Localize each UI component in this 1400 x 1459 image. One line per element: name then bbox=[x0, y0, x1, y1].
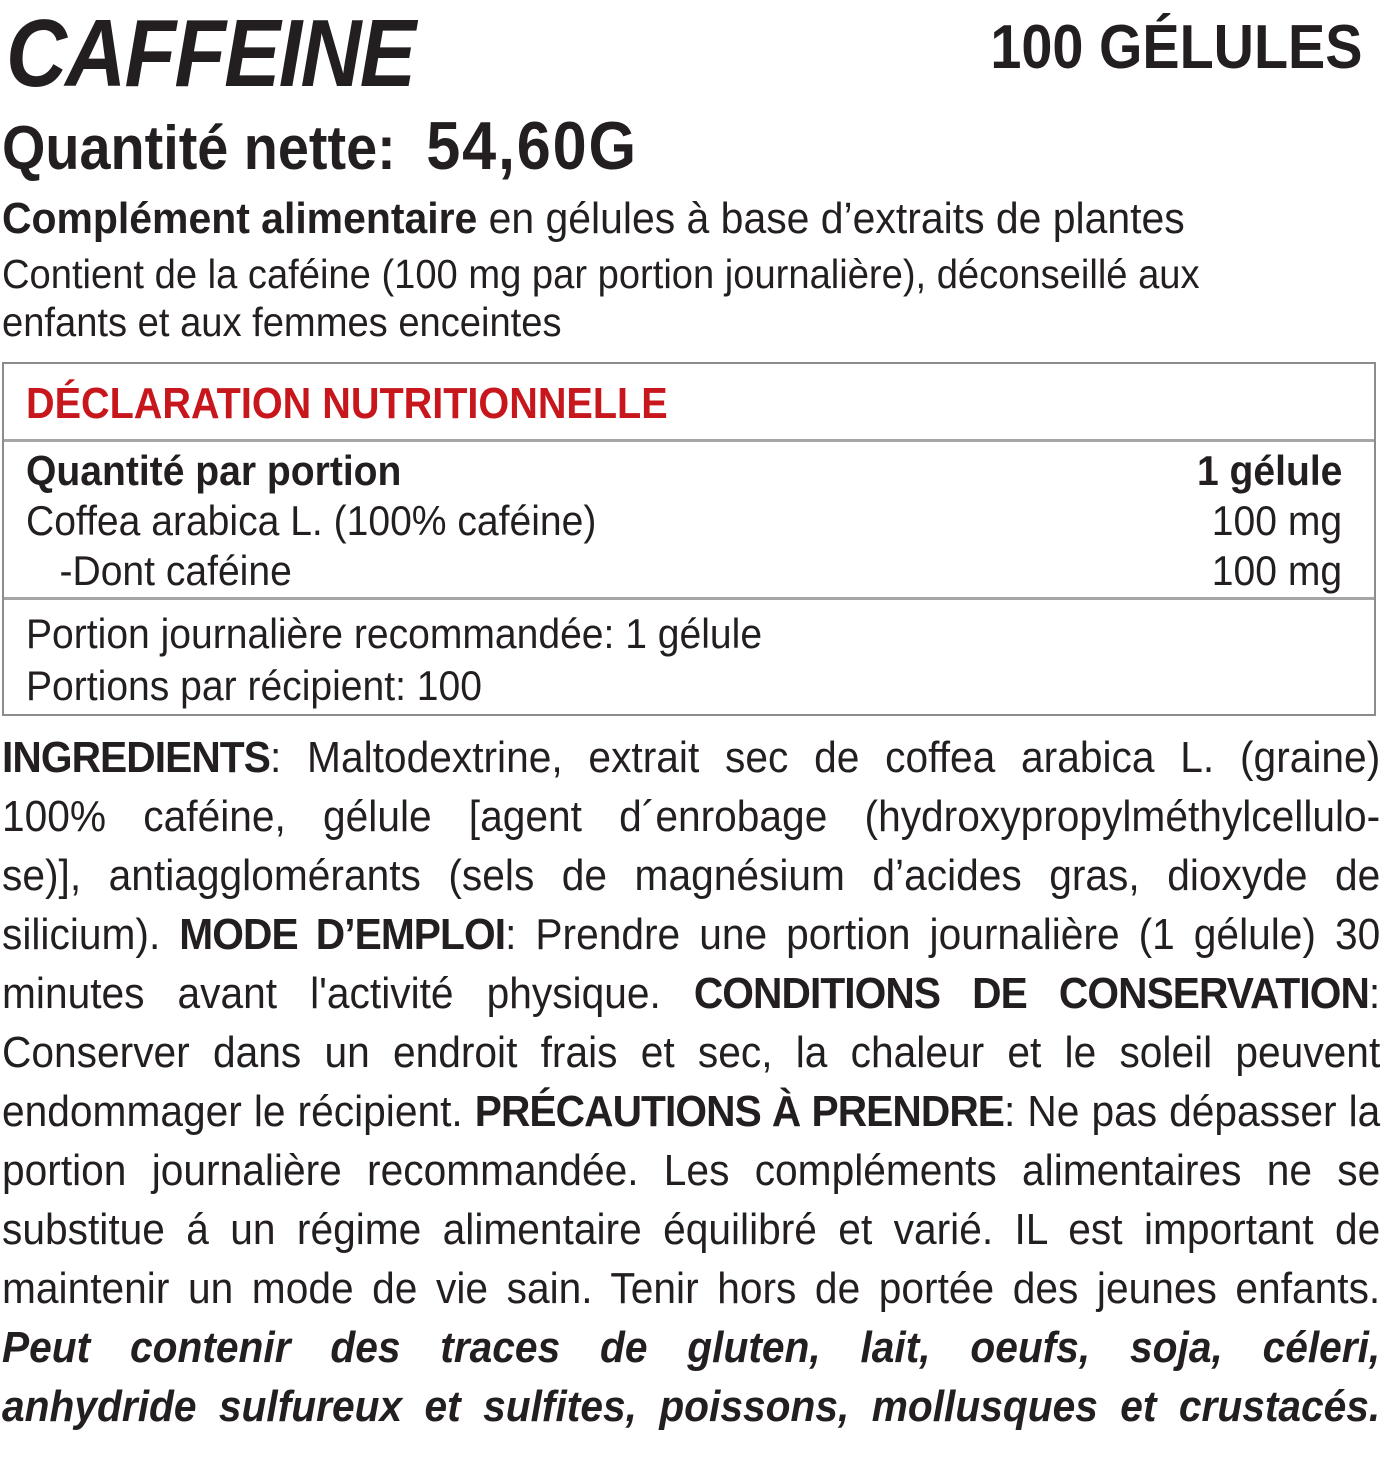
nutrient-row bbox=[26, 546, 1342, 596]
paragraph-line: Conserver dans un endroit frais et sec, la chaleur et le soleil peuvent bbox=[2, 1028, 1381, 1077]
product-description bbox=[2, 192, 1185, 246]
serving-row bbox=[26, 446, 1342, 496]
product-title: CAFFEINE bbox=[6, 0, 415, 107]
net-quantity-value: 54,60G bbox=[426, 108, 638, 184]
net-quantity bbox=[2, 108, 638, 187]
nutrition-heading: DÉCLARATION NUTRITIONNELLE bbox=[4, 364, 1374, 442]
paragraph-line: 100% caféine, gélule [agent d´enrobage (hydroxypropylméthylcellulo- bbox=[2, 792, 1381, 841]
nutrition-table bbox=[2, 362, 1376, 716]
paragraph-line: se)], antiagglomérants (sels de magnésium d’acides gras, dioxyde de bbox=[2, 851, 1381, 900]
paragraph-line: INGREDIENTS: Maltodextrine, extrait sec de coffea arabica L. (graine) bbox=[2, 733, 1381, 782]
daily-portion: Portion journalière recommandée: 1 gélule bbox=[26, 610, 763, 657]
nutrient-row bbox=[26, 496, 1342, 546]
paragraph-line: substitue á un régime alimentaire équilibré et varié. IL est important de bbox=[2, 1205, 1381, 1254]
net-quantity-label: Quantité nette: bbox=[2, 114, 396, 183]
paragraph-line: portion journalière recommandée. Les compléments alimentaires ne se bbox=[2, 1146, 1381, 1195]
paragraph-line: endommager le récipient. PRÉCAUTIONS À PRENDRE: Ne pas dépasser la bbox=[2, 1087, 1381, 1136]
nutrition-body bbox=[4, 442, 1374, 600]
serving-value: 1 gélule bbox=[1196, 447, 1342, 494]
paragraph-line: minutes avant l'activité physique. CONDITIONS DE CONSERVATION: bbox=[2, 969, 1381, 1018]
ingredients-paragraph bbox=[2, 728, 1380, 1436]
nutrition-footer bbox=[4, 600, 1374, 712]
description-rest: en gélules à base d’extraits de plantes bbox=[477, 194, 1185, 243]
nutrient-value: 100 mg bbox=[1211, 547, 1342, 594]
serving-label: Quantité par portion bbox=[26, 447, 402, 494]
description-bold: Complément alimentaire bbox=[2, 194, 478, 243]
allergen-line: Peut contenir des traces de gluten, lait, oeufs, soja, céleri, bbox=[2, 1323, 1381, 1372]
nutrient-value: 100 mg bbox=[1211, 497, 1342, 544]
allergen-line: anhydride sulfureux et sulfites, poissons, mollusques et crustacés. bbox=[2, 1382, 1381, 1431]
caffeine-warning: Contient de la caféine (100 mg par portion journalière), déconseillé aux enfants et aux femmes enceintes bbox=[2, 251, 1200, 345]
nutrient-label: -Dont caféine bbox=[59, 547, 292, 594]
capsule-count: 100 GÉLULES bbox=[989, 13, 1362, 82]
portions-per-container: Portions par récipient: 100 bbox=[26, 662, 482, 709]
paragraph-line: maintenir un mode de vie sain. Tenir hors de portée des jeunes enfants. bbox=[2, 1264, 1381, 1313]
nutrient-label: Coffea arabica L. (100% caféine) bbox=[26, 497, 597, 544]
paragraph-line: silicium). MODE D’EMPLOI: Prendre une portion journalière (1 gélule) 30 bbox=[2, 910, 1381, 959]
